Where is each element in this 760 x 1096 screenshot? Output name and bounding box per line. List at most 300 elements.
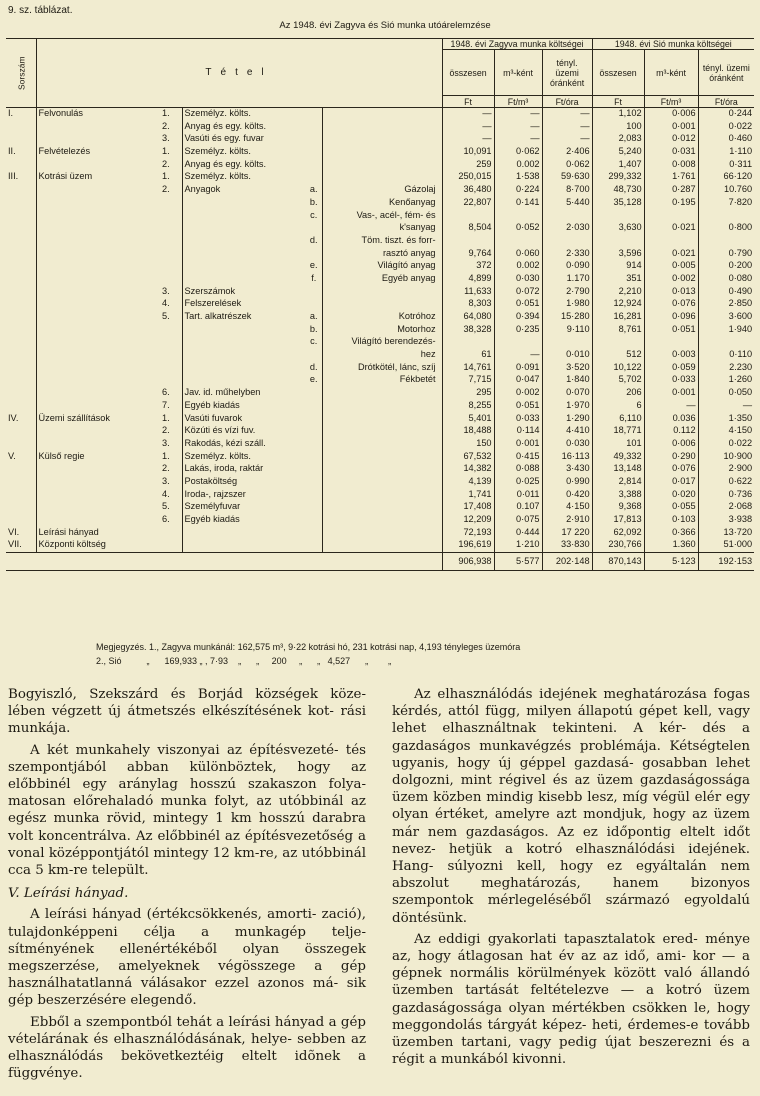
- sub-letter: [306, 146, 322, 159]
- sub-item: [322, 463, 442, 476]
- sio-total: 1,407: [592, 159, 644, 172]
- sio-per-m3: 0·012: [644, 133, 698, 146]
- item-number: [160, 222, 182, 235]
- item-label: [182, 324, 306, 337]
- zagyva-total: 14,761: [442, 362, 494, 375]
- sub-letter: [306, 413, 322, 426]
- sio-per-hour: 0·622: [698, 476, 754, 489]
- sub-item: Világító anyag: [322, 260, 442, 273]
- row-number: [6, 463, 36, 476]
- sio-total: 3,596: [592, 248, 644, 261]
- row-number: IV.: [8, 412, 19, 423]
- zagyva-total: 8,255: [442, 400, 494, 413]
- zagyva-per-hour: —: [542, 133, 592, 146]
- paragraph: A leírási hányad (értékcsökkenés, amorti- zació), tulajdonképpeni célja a munkagép telje- sítményének ellenértékéből olyan összegek megszerzése, amelyeknek végösszege a gép használhatatlanná válásakor ezzel azonos má- sik gép beszerzésére elegendő.: [8, 907, 366, 1009]
- zagyva-per-m3: 1·210: [494, 539, 542, 552]
- zagyva-total: 1,741: [442, 489, 494, 502]
- sub-letter: [306, 298, 322, 311]
- sub-letter: [306, 463, 322, 476]
- sio-per-hour: —: [698, 400, 754, 413]
- sub-letter: [306, 451, 322, 464]
- sub-letter: b.: [309, 196, 318, 207]
- table-row: [6, 159, 754, 172]
- zagyva-total: 196,619: [442, 539, 494, 552]
- zagyva-per-m3: —: [494, 349, 542, 362]
- zagyva-per-m3: 0·091: [494, 362, 542, 375]
- zagyva-per-hour: 0·990: [542, 476, 592, 489]
- zagyva-per-hour: 0·030: [542, 438, 592, 451]
- table-row: [6, 438, 754, 451]
- sub-letter: [306, 425, 322, 438]
- zagyva-per-m3: 0·002: [494, 387, 542, 400]
- item-number: 2.: [162, 463, 170, 474]
- item-label: [182, 260, 306, 273]
- sio-total: 299,332: [592, 171, 644, 184]
- item-number: [160, 273, 182, 286]
- right-text-column: [392, 686, 750, 1072]
- row-number: [6, 374, 36, 387]
- category: [36, 121, 160, 134]
- sub-letter: [306, 248, 322, 261]
- zagyva-per-hour: 3·520: [542, 362, 592, 375]
- item-number: [160, 374, 182, 387]
- sio-total: [592, 336, 644, 349]
- item-label: [182, 539, 306, 552]
- sio-per-hour: 0·460: [698, 133, 754, 146]
- sio-per-m3: 0·055: [644, 501, 698, 514]
- row-number: [6, 184, 36, 197]
- table-row: [6, 197, 754, 210]
- sio-per-m3: 0·008: [644, 159, 698, 172]
- sio-per-hour: 0·311: [698, 159, 754, 172]
- category: [36, 425, 160, 438]
- sio-per-hour: 1·940: [698, 324, 754, 337]
- sio-per-hour: 2·068: [698, 501, 754, 514]
- item-number: [160, 349, 182, 362]
- sub-letter: c.: [310, 209, 318, 220]
- sub-item: [322, 514, 442, 527]
- category: [36, 514, 160, 527]
- zagyva-per-hour: 1.170: [542, 273, 592, 286]
- row-number: VI.: [8, 526, 20, 537]
- category: Felvonulás: [36, 108, 160, 121]
- sio-per-m3: 0·006: [644, 438, 698, 451]
- zagyva-per-m3: 0·224: [494, 184, 542, 197]
- sub-item: Gázolaj: [322, 184, 442, 197]
- sub-letter: [306, 489, 322, 502]
- unit-ftm3-sio: Ft/m³: [644, 96, 698, 108]
- zagyva-per-m3: 0·011: [494, 489, 542, 502]
- category: [36, 387, 160, 400]
- category: Külső regie: [36, 451, 160, 464]
- header-tetel: Tétel: [36, 39, 442, 108]
- zagyva-per-hour: 9·110: [542, 324, 592, 337]
- item-label: Iroda-, rajzszer: [182, 489, 306, 502]
- table-row: [6, 387, 754, 400]
- zagyva-per-m3: 0·444: [494, 527, 542, 540]
- sub-letter: [306, 222, 322, 235]
- header-zagyva-osszesen: összesen: [442, 50, 494, 96]
- zagyva-per-hour: 2·910: [542, 514, 592, 527]
- zagyva-per-m3: [494, 336, 542, 349]
- item-label: Jav. id. műhelyben: [182, 387, 306, 400]
- zagyva-total: 7,715: [442, 374, 494, 387]
- category: [36, 159, 160, 172]
- row-number: [6, 438, 36, 451]
- table-row: [6, 539, 754, 552]
- item-label: Szerszámok: [182, 286, 306, 299]
- sub-letter: d.: [309, 234, 318, 245]
- zagyva-total: 259: [442, 159, 494, 172]
- sio-per-hour: 7·820: [698, 197, 754, 210]
- row-number: VII.: [8, 539, 22, 550]
- zagyva-total: 61: [442, 349, 494, 362]
- unit-ftora: Ft/óra: [542, 96, 592, 108]
- category: [36, 222, 160, 235]
- paragraph: Ebből a szempontból tehát a leírási hányad a gép vételárának és elhasználódásának, helye- sebben az elhasználódás bekövetkeztéig eltelt idõnek a függvénye.: [8, 1014, 366, 1082]
- item-label: [182, 248, 306, 261]
- row-number: [6, 222, 36, 235]
- item-label: Személyfuvar: [182, 501, 306, 514]
- zagyva-total: —: [442, 108, 494, 121]
- sub-letter: [306, 527, 322, 540]
- row-number: V.: [8, 450, 16, 461]
- totals-row: [6, 553, 754, 571]
- zagyva-per-hour: 4·150: [542, 501, 592, 514]
- table-row: [6, 171, 754, 184]
- sub-item: [322, 476, 442, 489]
- zagyva-total: 64,080: [442, 311, 494, 324]
- item-number: 1.: [162, 412, 170, 423]
- sio-per-hour: 0·490: [698, 286, 754, 299]
- sio-total: 10,122: [592, 362, 644, 375]
- table-row: [6, 489, 754, 502]
- zagyva-per-hour: 8·700: [542, 184, 592, 197]
- sio-per-m3: 0·002: [644, 273, 698, 286]
- sub-letter: e.: [309, 260, 318, 271]
- sub-item: [322, 121, 442, 134]
- category: [36, 260, 160, 273]
- total-cell: 870,143: [592, 553, 644, 571]
- item-label: Vasúti és egy. fuvar: [182, 133, 306, 146]
- section-heading: V. Leírási hányad.: [8, 886, 129, 902]
- unit-ftora-sio: Ft/óra: [698, 96, 754, 108]
- sio-per-hour: [698, 235, 754, 248]
- zagyva-total: 18,488: [442, 425, 494, 438]
- sub-item: Fékbetét: [322, 374, 442, 387]
- category: [36, 438, 160, 451]
- sio-per-m3: 0·366: [644, 527, 698, 540]
- zagyva-per-hour: 16·113: [542, 451, 592, 464]
- zagyva-per-m3: 0.002: [494, 159, 542, 172]
- total-cell: 192·153: [698, 553, 754, 571]
- header-sio-m3: m³-ként: [644, 50, 698, 96]
- sio-per-hour: [698, 210, 754, 223]
- sio-per-m3: 1·761: [644, 171, 698, 184]
- unit-ftm3: Ft/m³: [494, 96, 542, 108]
- sio-total: 18,771: [592, 425, 644, 438]
- sub-item: [322, 108, 442, 121]
- table-row: [6, 133, 754, 146]
- sio-per-hour: 66·120: [698, 171, 754, 184]
- sio-per-m3: —: [644, 400, 698, 413]
- sio-per-hour: 0·080: [698, 273, 754, 286]
- sio-total: [592, 235, 644, 248]
- item-label: [182, 527, 306, 540]
- zagyva-per-m3: 0·051: [494, 400, 542, 413]
- sub-item: [322, 489, 442, 502]
- item-number: [160, 324, 182, 337]
- item-label: Postaköltség: [182, 476, 306, 489]
- sub-item: [322, 413, 442, 426]
- header-sio-osszesen: összesen: [592, 50, 644, 96]
- item-label: Felszerelések: [182, 298, 306, 311]
- sub-item: [322, 171, 442, 184]
- sio-per-m3: 0·290: [644, 451, 698, 464]
- zagyva-total: [442, 235, 494, 248]
- table-row: [6, 527, 754, 540]
- row-number: [6, 273, 36, 286]
- header-sio: 1948. évi Sió munka költségei: [592, 39, 754, 50]
- category: Üzemi szállítások: [36, 413, 160, 426]
- table-row: [6, 311, 754, 324]
- sio-total: 512: [592, 349, 644, 362]
- row-number: [6, 489, 36, 502]
- sio-per-hour: 0·736: [698, 489, 754, 502]
- sub-item: [322, 501, 442, 514]
- row-number: II.: [8, 146, 16, 157]
- sio-per-hour: 3·600: [698, 311, 754, 324]
- table-row: [6, 121, 754, 134]
- zagyva-total: 372: [442, 260, 494, 273]
- sub-letter: [306, 133, 322, 146]
- category: [36, 248, 160, 261]
- sio-total: 3,388: [592, 489, 644, 502]
- zagyva-per-hour: 2·406: [542, 146, 592, 159]
- item-label: Személyz. költs.: [182, 146, 306, 159]
- item-label: Lakás, iroda, raktár: [182, 463, 306, 476]
- zagyva-per-m3: 0·062: [494, 146, 542, 159]
- zagyva-per-hour: 15·280: [542, 311, 592, 324]
- sio-total: 1,102: [592, 108, 644, 121]
- row-number: [6, 260, 36, 273]
- row-number: [6, 197, 36, 210]
- row-number: [6, 476, 36, 489]
- sio-total: 8,761: [592, 324, 644, 337]
- sub-item: Motorhoz: [322, 324, 442, 337]
- sio-total: 17,813: [592, 514, 644, 527]
- sub-item: Drótkötél, lánc, szíj: [322, 362, 442, 375]
- zagyva-total: 150: [442, 438, 494, 451]
- zagyva-per-hour: —: [542, 108, 592, 121]
- zagyva-per-m3: [494, 210, 542, 223]
- zagyva-total: 14,382: [442, 463, 494, 476]
- item-label: Anyagok: [182, 184, 306, 197]
- sio-total: 9,368: [592, 501, 644, 514]
- sio-per-m3: 0·033: [644, 374, 698, 387]
- sio-per-hour: 2·850: [698, 298, 754, 311]
- sio-per-m3: 0·051: [644, 324, 698, 337]
- header-sorszam: Sorszám: [6, 39, 36, 108]
- sio-per-hour: 0·110: [698, 349, 754, 362]
- sub-item: rasztó anyag: [322, 248, 442, 261]
- sio-per-m3: 0·195: [644, 197, 698, 210]
- sio-per-m3: 0·020: [644, 489, 698, 502]
- paragraph: A két munkahely viszonyai az építésvezeté- tés szempontjából abban különböztek, hogy az előbbinél egy aránylag hosszú szakaszon folya- matosan előrehaladó munka folyt, az utóbbinál az egész munka rövid, mintegy 1 km hosszú darabra volt koncentrálva. Az előbbinél az építésvezetőség a vonal középpontjától mintegy 12 km-re, az utóbbinál cca 5 km-re települt.: [8, 742, 366, 879]
- item-number: 1.: [162, 108, 170, 118]
- total-cell: 202·148: [542, 553, 592, 571]
- sub-letter: [306, 400, 322, 413]
- category: [36, 400, 160, 413]
- sio-per-m3: 0·103: [644, 514, 698, 527]
- sio-per-hour: 4·150: [698, 425, 754, 438]
- table-row: [6, 108, 754, 121]
- category: Kotrási üzem: [36, 171, 160, 184]
- zagyva-total: 72,193: [442, 527, 494, 540]
- row-number: [6, 387, 36, 400]
- zagyva-per-m3: 0·075: [494, 514, 542, 527]
- sio-total: 6: [592, 400, 644, 413]
- sio-total: 100: [592, 121, 644, 134]
- zagyva-per-hour: 1·980: [542, 298, 592, 311]
- left-text-column: [8, 686, 366, 1086]
- zagyva-per-m3: 0·072: [494, 286, 542, 299]
- item-number: [160, 336, 182, 349]
- item-label: Egyéb kiadás: [182, 514, 306, 527]
- cost-analysis-table: [6, 38, 754, 571]
- table-row: [6, 298, 754, 311]
- table-row: [6, 210, 754, 223]
- category: [36, 336, 160, 349]
- sub-letter: [306, 438, 322, 451]
- sub-item: k'sanyag: [322, 222, 442, 235]
- category: [36, 184, 160, 197]
- category: [36, 133, 160, 146]
- sio-total: 351: [592, 273, 644, 286]
- item-label: [182, 336, 306, 349]
- sub-item: [322, 298, 442, 311]
- row-number: [6, 501, 36, 514]
- sio-per-m3: 0·059: [644, 362, 698, 375]
- zagyva-total: 17,408: [442, 501, 494, 514]
- table-row: [6, 184, 754, 197]
- sio-per-m3: 0·076: [644, 298, 698, 311]
- table-row: [6, 476, 754, 489]
- sio-total: 49,332: [592, 451, 644, 464]
- zagyva-per-hour: 1·290: [542, 413, 592, 426]
- zagyva-per-m3: 0.002: [494, 260, 542, 273]
- item-label: Személyz. költs.: [182, 108, 306, 121]
- sub-letter: [306, 476, 322, 489]
- sub-letter: a.: [309, 311, 318, 321]
- table-row: [6, 146, 754, 159]
- category: [36, 374, 160, 387]
- table-row: [6, 286, 754, 299]
- sub-letter: [306, 171, 322, 184]
- sio-per-hour: 0·800: [698, 222, 754, 235]
- sub-letter: a.: [309, 184, 318, 195]
- header-zagyva: 1948. évi Zagyva munka költségei: [442, 39, 592, 50]
- table-row: [6, 235, 754, 248]
- sio-per-m3: 0·021: [644, 222, 698, 235]
- sio-total: 5,702: [592, 374, 644, 387]
- header-sio-ora: tényl. üzemi óránként: [698, 50, 754, 96]
- sio-per-hour: 0·050: [698, 387, 754, 400]
- zagyva-total: 10,091: [442, 146, 494, 159]
- item-number: 2.: [162, 425, 170, 436]
- table-row: [6, 451, 754, 464]
- item-number: 2.: [162, 158, 170, 169]
- sio-per-m3: 0·003: [644, 349, 698, 362]
- item-number: [160, 527, 182, 540]
- table-row: [6, 324, 754, 337]
- item-number: 5.: [162, 501, 170, 512]
- item-number: 6.: [162, 387, 170, 398]
- sub-item: [322, 425, 442, 438]
- item-number: 2.: [162, 120, 170, 131]
- zagyva-per-m3: 0·001: [494, 438, 542, 451]
- sio-total: 48,730: [592, 184, 644, 197]
- category: [36, 197, 160, 210]
- zagyva-per-hour: [542, 336, 592, 349]
- sio-total: 16,281: [592, 311, 644, 324]
- total-cell: 906,938: [442, 553, 494, 571]
- table-row: [6, 413, 754, 426]
- zagyva-per-m3: —: [494, 121, 542, 134]
- unit-ft-sio: Ft: [592, 96, 644, 108]
- sub-letter: d.: [309, 361, 318, 372]
- sio-per-m3: 0·006: [644, 108, 698, 121]
- item-label: [182, 362, 306, 375]
- item-label: [182, 273, 306, 286]
- sio-per-hour: 0·244: [698, 108, 754, 121]
- row-number: [6, 133, 36, 146]
- zagyva-per-m3: —: [494, 133, 542, 146]
- row-number: [6, 159, 36, 172]
- sub-letter: [306, 387, 322, 400]
- item-label: [182, 222, 306, 235]
- zagyva-per-hour: 0·420: [542, 489, 592, 502]
- category: Leírási hányad: [36, 527, 160, 540]
- zagyva-per-m3: 0·052: [494, 222, 542, 235]
- table-row: [6, 463, 754, 476]
- item-label: Egyéb kiadás: [182, 400, 306, 413]
- sub-letter: c.: [310, 336, 318, 347]
- category: Központi költség: [36, 539, 160, 552]
- sio-total: 2,083: [592, 133, 644, 146]
- item-number: 3.: [162, 133, 170, 144]
- sub-letter: [306, 108, 322, 121]
- sio-per-hour: 10·900: [698, 451, 754, 464]
- sub-item: [322, 146, 442, 159]
- category: [36, 476, 160, 489]
- table-row: [6, 336, 754, 349]
- category: Felvételezés: [36, 146, 160, 159]
- zagyva-total: 12,209: [442, 514, 494, 527]
- zagyva-per-hour: 33·830: [542, 539, 592, 552]
- zagyva-total: 4,139: [442, 476, 494, 489]
- table-title: Az 1948. évi Zagyva és Sió munka utóárelemzése: [279, 20, 491, 31]
- category: [36, 349, 160, 362]
- row-number: [6, 336, 36, 349]
- zagyva-per-hour: 5·440: [542, 197, 592, 210]
- header-zagyva-ora: tényl. üzemi óránként: [542, 50, 592, 96]
- item-number: 5.: [162, 311, 170, 321]
- item-label: Anyag és egy. költs.: [182, 159, 306, 172]
- zagyva-per-hour: 3·430: [542, 463, 592, 476]
- row-number: [6, 235, 36, 248]
- category: [36, 273, 160, 286]
